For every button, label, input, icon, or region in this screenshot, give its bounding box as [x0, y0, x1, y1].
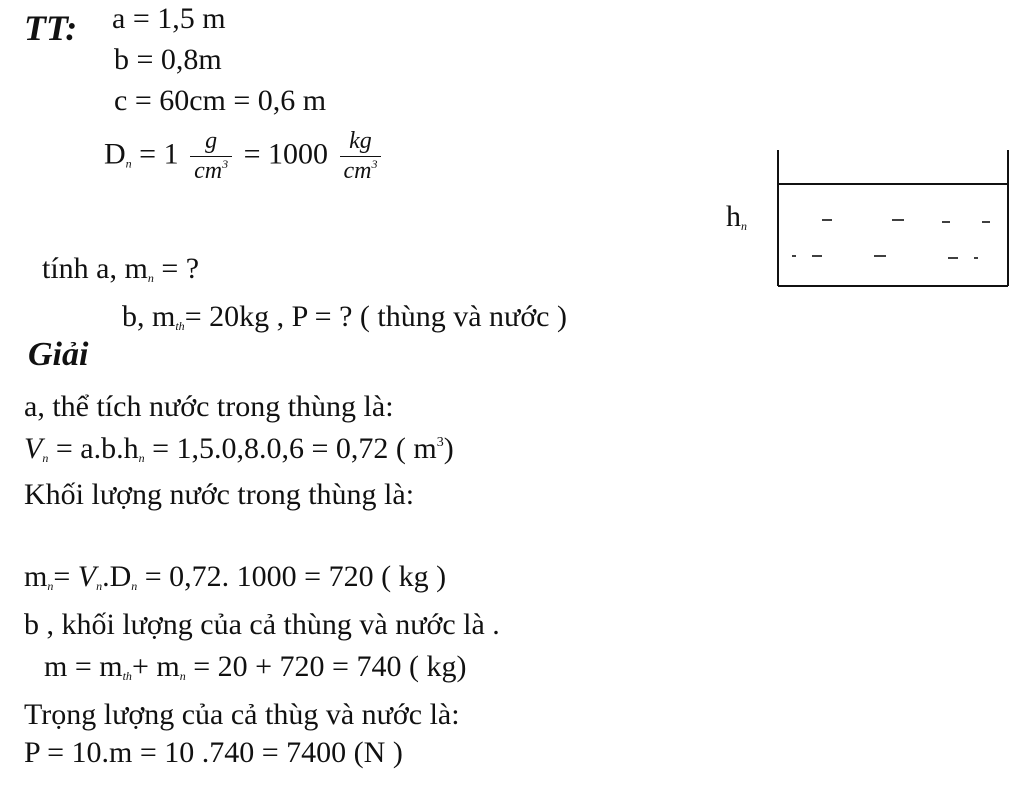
- water-dashes: [792, 220, 990, 258]
- solution-line-8: P = 10.m = 10 .740 = 7400 (N ): [24, 736, 403, 769]
- solution-line-1: a, thể tích nước trong thùng là:: [24, 390, 394, 423]
- density-sub: n: [125, 156, 132, 171]
- solution-line-7: Trọng lượng của cả thùg và nước là:: [24, 698, 460, 731]
- fraction-kg-cm3: [340, 128, 382, 185]
- question-b: b, $m_{th}= 20kg$ , P = ? ( thùng và nước ): [122, 300, 567, 333]
- given-c: c = 60cm = 0,6 m: [114, 84, 327, 117]
- frac2-denominator: $cm^3$: [343, 156, 378, 184]
- given-a: a = 1,5 m: [112, 2, 226, 35]
- depth-label: $h_n$: [726, 200, 747, 233]
- frac2-numerator: kg: [340, 128, 382, 157]
- density-eq2: = 1000: [243, 137, 328, 171]
- question-a: tính a, $m_n$ = ?: [42, 252, 200, 285]
- solution-line-2: $V_n = a.b.h_n = 1,5.0,8.0,6 = 0,72$ ( $m^3$): [24, 432, 454, 465]
- given-density: [104, 128, 385, 185]
- solution-line-3: Khối lượng nước trong thùng là:: [24, 478, 415, 511]
- solution-line-4: $m_n= V_n.D_n = 0,72$. 1000 = 720 ( kg ): [24, 560, 447, 593]
- fraction-g-cm3: [190, 128, 232, 185]
- frac1-numerator: g: [190, 128, 232, 157]
- solution-header: Giải: [28, 336, 89, 373]
- density-symbol: D: [104, 137, 126, 171]
- given-header: TT:: [24, 8, 78, 48]
- tank-svg: [720, 140, 1020, 300]
- solution-line-6: $m = m_{th}+ m_n = 20 + 720 = 740$ ( kg): [44, 650, 467, 683]
- given-b: b = 0,8m: [114, 43, 222, 76]
- tank-diagram: [720, 140, 1020, 308]
- frac1-denominator: $cm^3$: [194, 156, 229, 184]
- solution-line-5: b , khối lượng của cả thùng và nước là .: [24, 608, 500, 641]
- density-eq1: = 1: [139, 137, 179, 171]
